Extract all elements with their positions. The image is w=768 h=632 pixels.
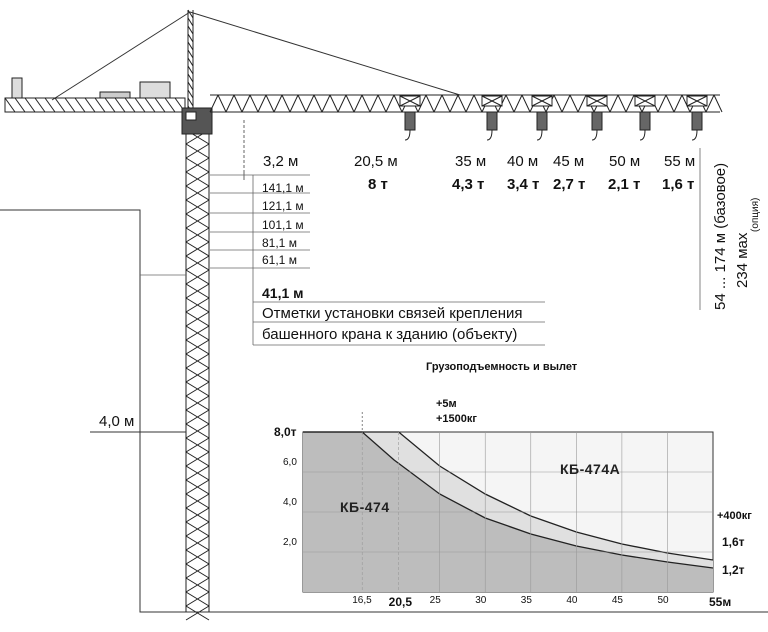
jib-label-1-capacity: 8 т bbox=[368, 176, 388, 193]
x-tick-2: 25 bbox=[429, 595, 441, 606]
x-tick-7: 50 bbox=[657, 595, 669, 606]
tie-elevation-4: 61,1 м bbox=[262, 253, 297, 267]
annotation-plus-1500kg: +1500кг bbox=[436, 413, 477, 425]
tie-note-line2: башенного крана к зданию (объекту) bbox=[262, 326, 518, 343]
height-base-label: 54 ... 174 м (базовое) bbox=[712, 162, 729, 310]
jib-label-1-radius: 20,5 м bbox=[354, 153, 398, 170]
operator-cabin bbox=[182, 108, 212, 134]
jib-label-6-capacity: 1,6 т bbox=[662, 176, 695, 193]
jib-label-2-radius: 35 м bbox=[455, 153, 487, 170]
counter-jib bbox=[5, 78, 185, 112]
y-tick-3: 2,0 bbox=[283, 537, 297, 548]
y-tick-2: 4,0 bbox=[283, 497, 297, 508]
x-tick-6: 45 bbox=[611, 595, 623, 606]
hook-block-3 bbox=[532, 96, 552, 140]
hook-block-5 bbox=[635, 96, 655, 140]
x-tick-1: 20,5 bbox=[388, 595, 413, 609]
jib-pendant bbox=[190, 12, 460, 95]
x-tick-0: 16,5 bbox=[352, 595, 372, 606]
hook-block-2 bbox=[482, 96, 502, 140]
jib-label-4-capacity: 2,7 т bbox=[553, 176, 586, 193]
x-tick-8: 55м bbox=[709, 595, 732, 609]
series-label-kb474: КБ-474 bbox=[340, 499, 390, 515]
hook-block-6 bbox=[687, 96, 707, 140]
x-tick-3: 30 bbox=[475, 595, 487, 606]
jib-label-3-capacity: 3,4 т bbox=[507, 176, 540, 193]
height-option-value: 234 мах bbox=[734, 232, 751, 288]
building-distance-label: 4,0 м bbox=[99, 413, 135, 430]
tie-elevation-3: 81,1 м bbox=[262, 236, 297, 250]
hook-block-4 bbox=[587, 96, 607, 140]
tie-elevation-2: 101,1 м bbox=[262, 218, 304, 232]
annotation-plus-400kg: +400кг bbox=[717, 510, 752, 522]
chart-title: Грузоподъемность и вылет bbox=[426, 361, 578, 373]
x-tick-4: 35 bbox=[520, 595, 532, 606]
y-tick-0: 8,0т bbox=[274, 425, 297, 439]
series-end-label-kb474: 1,2т bbox=[722, 563, 745, 577]
tower-mast bbox=[186, 130, 209, 620]
hook-block-1 bbox=[400, 96, 420, 140]
annotation-plus-5m: +5м bbox=[436, 398, 457, 410]
jib-label-4-radius: 45 м bbox=[553, 153, 585, 170]
jib-label-2-capacity: 4,3 т bbox=[452, 176, 485, 193]
tie-elevation-1: 121,1 м bbox=[262, 199, 304, 213]
height-option-note: (опция) bbox=[750, 197, 761, 232]
y-tick-1: 6,0 bbox=[283, 457, 297, 468]
jib-label-5-capacity: 2,1 т bbox=[608, 176, 641, 193]
tie-note-line1: Отметки установки связей крепления bbox=[262, 305, 523, 322]
jib-label-0-radius: 3,2 м bbox=[263, 153, 299, 170]
tie-elevation-0: 141,1 м bbox=[262, 181, 304, 195]
jib-label-3-radius: 40 м bbox=[507, 153, 539, 170]
x-tick-5: 40 bbox=[566, 595, 578, 606]
jib-label-5-radius: 50 м bbox=[609, 153, 641, 170]
series-end-label-kb474a: 1,6т bbox=[722, 535, 745, 549]
jib-label-6-radius: 55 м bbox=[664, 153, 696, 170]
tower-head bbox=[188, 10, 193, 114]
first-tie-elevation: 41,1 м bbox=[262, 285, 304, 301]
series-label-kb474a: КБ-474А bbox=[560, 461, 621, 477]
